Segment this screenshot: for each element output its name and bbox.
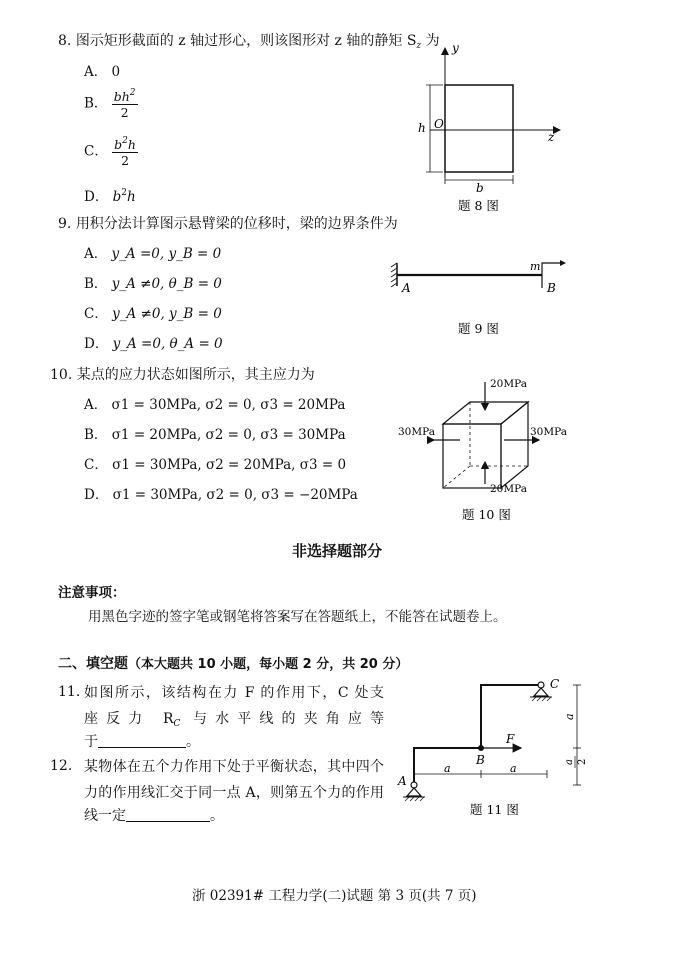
q12-line3-end: 。 [210, 808, 224, 824]
fig11-dim-half-den: 2 [577, 758, 588, 765]
q11-answer-blank[interactable] [98, 733, 186, 748]
q8-text: 图示矩形截面的 z 轴过形心，则该图形对 z 轴的静矩 S [75, 33, 417, 49]
q9-stem [58, 213, 398, 233]
q8-option-d-value-end: h [127, 189, 136, 205]
q9-option-c-value: y_A ≠0, y_B = 0 [112, 306, 222, 322]
fig10-right-label: 30MPa [530, 426, 567, 438]
q11-line3-end: 。 [186, 734, 200, 750]
figure-10 [398, 372, 578, 528]
q10-number: 10. [50, 367, 73, 383]
q9-option-c [84, 302, 222, 322]
q8-option-a-label: A． [84, 64, 108, 80]
q11-line2-sub: C [173, 719, 181, 729]
q10-option-b [84, 423, 346, 443]
fig8-o-label: O [434, 117, 444, 131]
fig9-b-label: B [547, 281, 556, 295]
q10-option-d-value: σ1 = 30MPa, σ2 = 0, σ3 = −20MPa [112, 487, 358, 503]
q8-text-sub: z [416, 41, 422, 51]
q8-b-den: 2 [120, 105, 129, 120]
q8-option-d-sup: 2 [121, 188, 128, 198]
fig10-bottom-label: 20MPa [490, 483, 527, 495]
q12-line3 [84, 805, 224, 825]
fig8-z-label: z [548, 130, 555, 144]
q10-option-a-value: σ1 = 30MPa, σ2 = 0, σ3 = 20MPa [111, 397, 346, 413]
notice-text: 用黑色字迹的签字笔或钢笔将答案写在答题纸上，不能答在试题卷上。 [88, 609, 507, 625]
q8-option-c [84, 136, 138, 168]
figure-8 [410, 38, 570, 218]
q11-line1: 如图所示，该结构在力 F 的作用下，C 处支 [84, 685, 384, 701]
q8-option-c-fraction [112, 136, 138, 168]
q9-text: 用积分法计算图示悬臂梁的位移时，梁的边界条件为 [75, 216, 398, 232]
q9-option-d-value: y_A =0, θ_A = 0 [112, 336, 223, 352]
section-title: 非选择题部分 [292, 542, 383, 560]
q9-option-a-value: y_A =0, y_B = 0 [111, 246, 222, 262]
q12-line2: 力的作用线汇交于同一点 A，则第五个力的作用 [84, 785, 384, 801]
q10-option-c-label: C． [84, 457, 108, 473]
q11-line2-text: 座反力 R [84, 711, 174, 727]
q9-option-a [84, 242, 221, 262]
fig11-dim-half-num: a [564, 759, 575, 765]
q9-option-b-value: y_A ≠0, θ_B = 0 [111, 276, 222, 292]
q10-option-a-label: A． [84, 397, 108, 413]
q10-option-d-label: D． [84, 487, 109, 503]
q8-number: 8. [58, 33, 72, 49]
q9-option-b-label: B． [84, 276, 108, 292]
fig9-m-label: m [530, 260, 541, 273]
notice-title: 注意事项： [58, 585, 126, 601]
fig11-f-label: F [506, 732, 515, 746]
fig9-caption: 题 9 图 [458, 321, 499, 336]
part2-desc: （本大题共 10 小题，每小题 2 分，共 20 分） [128, 657, 409, 672]
q8-option-d [84, 185, 136, 205]
part2-header [58, 653, 408, 673]
q10-option-b-label: B． [84, 427, 108, 443]
q9-option-c-label: C． [84, 306, 108, 322]
figure-9 [390, 258, 580, 343]
q10-text: 某点的应力状态如图所示，其主应力为 [76, 367, 315, 383]
q11-line3-text: 于 [84, 734, 98, 750]
q10-option-c-value: σ1 = 30MPa, σ2 = 20MPa, σ3 = 0 [112, 457, 347, 473]
fig11-b-label: B [476, 753, 485, 767]
q10-stem [50, 364, 315, 384]
q8-c-num-sup: 2 [122, 136, 128, 146]
fig10-top-label: 20MPa [490, 378, 527, 390]
q8-option-b-label: B． [84, 95, 108, 112]
q12-answer-blank[interactable] [126, 807, 210, 822]
q8-c-den: 2 [121, 153, 130, 168]
q9-number: 9. [58, 216, 72, 232]
fig11-dim-a-left: a [444, 762, 451, 775]
support-c [534, 688, 548, 696]
q9-option-b [84, 272, 222, 292]
figure-11 [390, 672, 600, 822]
q8-option-d-label: D． [84, 189, 109, 205]
q12-line3-text: 线一定 [84, 808, 126, 824]
fig10-caption: 题 10 图 [462, 507, 511, 522]
q11-line2-end: 与水平线的夹角应等 [180, 711, 385, 727]
q9-option-a-label: A． [84, 246, 108, 262]
support-a [407, 788, 421, 796]
q8-b-num-sup: 2 [129, 88, 136, 98]
q8-c-num: b [114, 137, 123, 152]
q10-option-b-value: σ1 = 20MPa, σ2 = 0, σ3 = 30MPa [111, 427, 346, 443]
q9-option-d [84, 332, 223, 352]
q8-option-a [84, 60, 120, 80]
q12-line1: 某物体在五个力作用下处于平衡状态，其中四个 [84, 759, 384, 775]
part2-title: 二、填空题 [58, 656, 128, 672]
q8-stem [58, 30, 440, 51]
fig8-h-label: h [418, 121, 426, 135]
fig11-a-label: A [398, 774, 407, 788]
q10-option-c [84, 453, 346, 473]
fig11-dim-a-right: a [510, 762, 517, 775]
q8-option-b [84, 88, 138, 120]
fig9-a-label: A [402, 281, 411, 295]
fig11-c-label: C [550, 677, 560, 691]
fig11-dim-a-vertical: a [563, 713, 576, 720]
fig8-y-label: y [452, 41, 459, 55]
fig8-b-label: b [476, 181, 484, 195]
q8-option-a-value: 0 [111, 64, 121, 80]
q8-option-b-fraction [112, 88, 138, 120]
cube-side [501, 402, 528, 488]
rectangle-section [445, 85, 513, 172]
fig11-caption: 题 11 图 [470, 802, 519, 817]
frame-structure [414, 685, 541, 785]
fig8-caption: 题 8 图 [458, 198, 499, 213]
q12-number: 12. [50, 758, 73, 774]
cube-front [443, 424, 501, 488]
q9-option-d-label: D． [84, 336, 109, 352]
q8-option-c-label: C． [84, 143, 108, 160]
q11-line3 [84, 731, 200, 751]
q10-option-d [84, 483, 358, 503]
q10-option-a [84, 393, 345, 413]
q8-text-end: 为 [421, 33, 440, 49]
q8-b-num: bh [113, 89, 130, 104]
q11-number: 11. [58, 684, 81, 700]
q8-option-d-value: b [112, 189, 122, 205]
page-footer: 浙 02391# 工程力学(二)试题 第 3 页(共 7 页) [192, 888, 477, 904]
q8-c-num-end: h [127, 137, 136, 152]
fig10-left-label: 30MPa [398, 426, 435, 438]
